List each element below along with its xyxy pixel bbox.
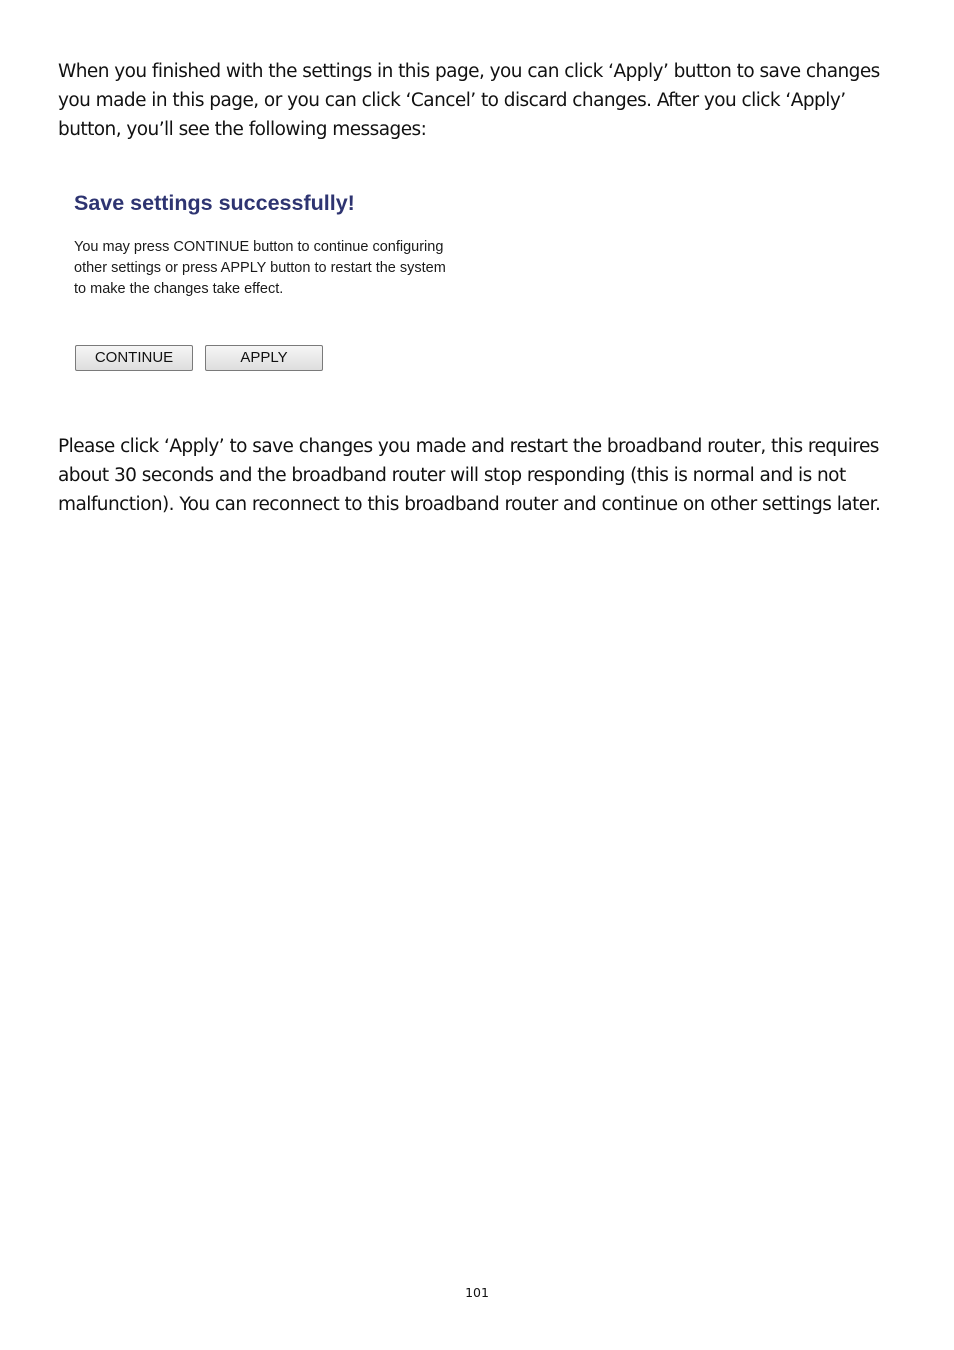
continue-button[interactable]: CONTINUE bbox=[75, 345, 193, 371]
page-number: 101 bbox=[465, 1285, 489, 1300]
outro-paragraph: Please click ‘Apply’ to save changes you made and restart the broadband router, this requires about 30 seconds and the broadband router will stop responding (this is normal and is not malfunction). You can reconnect to this broadband router and continue on other settings later. bbox=[58, 436, 881, 515]
save-settings-message: You may press CONTINUE button to continue configuring other settings or press APPLY button to restart the system to make the changes take effect. bbox=[74, 239, 446, 297]
intro-paragraph: When you finished with the settings in this page, you can click ‘Apply’ button to save changes you made in this page, or you can click ‘Cancel’ to discard changes. After you click ‘Apply’ button, you’ll see the following messages: bbox=[58, 61, 880, 140]
apply-button[interactable]: APPLY bbox=[205, 345, 323, 371]
save-settings-title: Save settings successfully! bbox=[74, 191, 355, 215]
save-settings-screenshot bbox=[74, 186, 474, 386]
